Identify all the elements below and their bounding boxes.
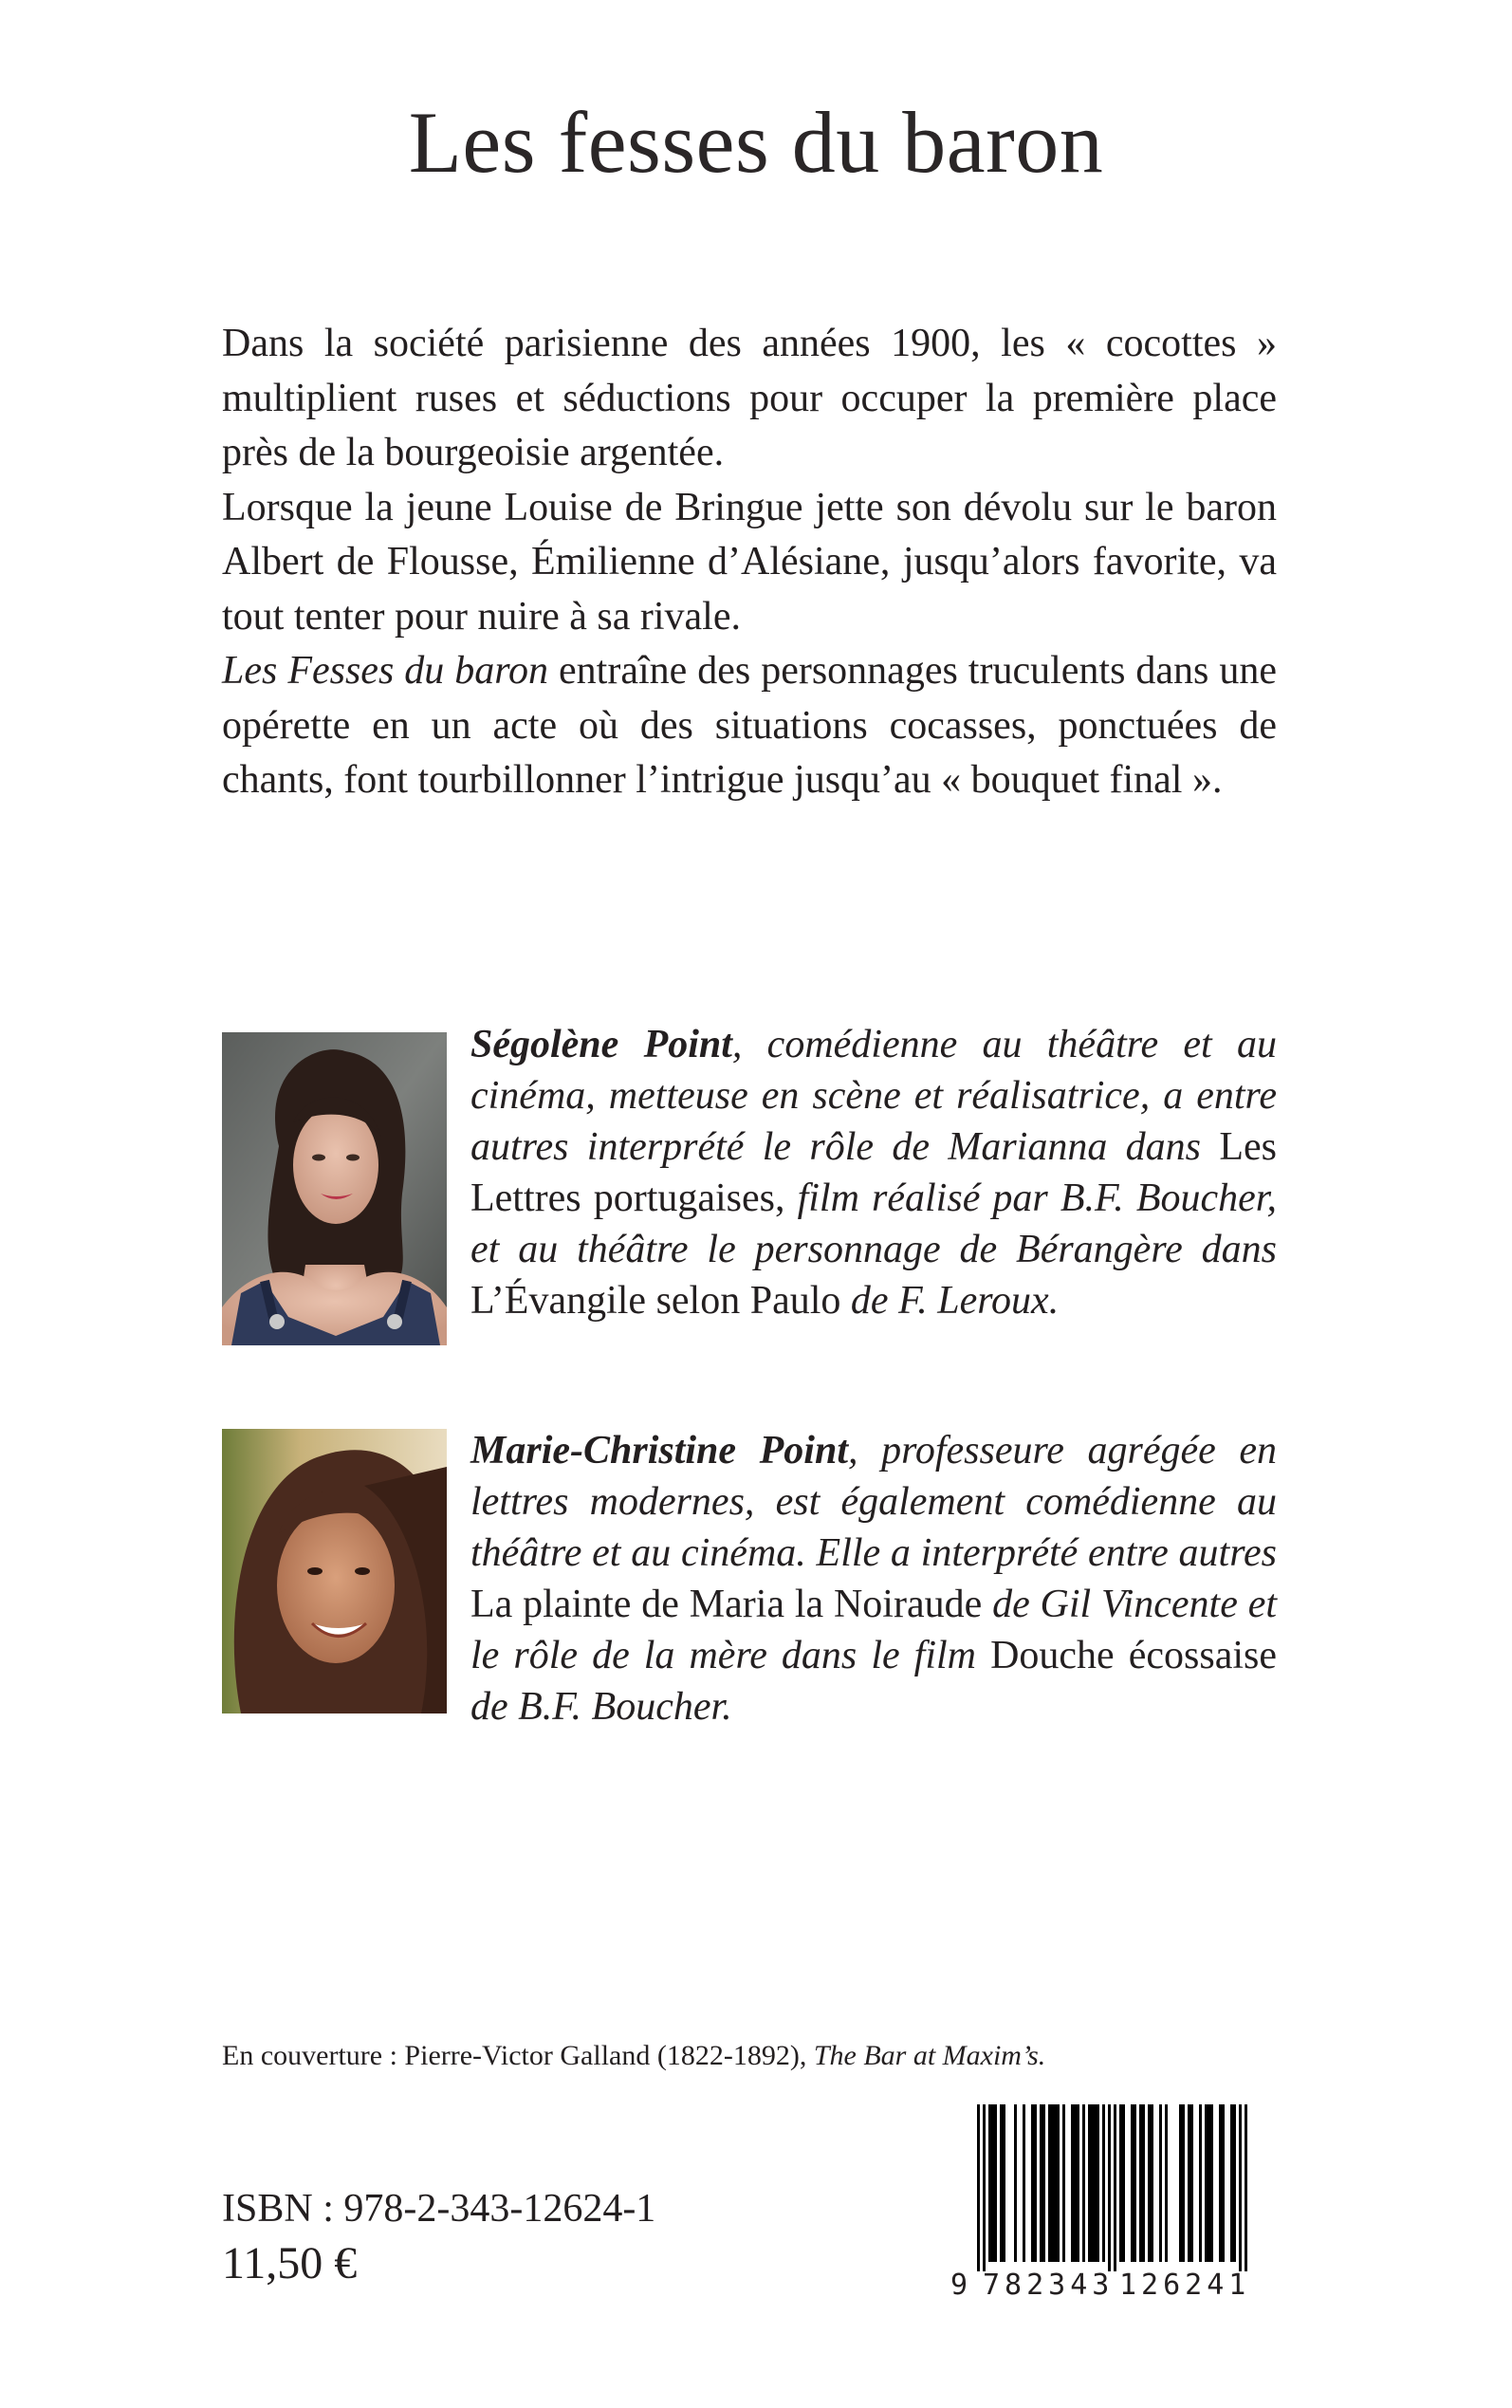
barcode-bar bbox=[1142, 2104, 1145, 2262]
barcode-bar bbox=[1208, 2104, 1210, 2262]
barcode-bar bbox=[1071, 2104, 1074, 2262]
bio-work-title: La plainte de Maria la Noiraude bbox=[470, 1583, 983, 1626]
barcode-bar bbox=[994, 2104, 997, 2262]
barcode-bar bbox=[1108, 2104, 1111, 2271]
bio-text: de F. Leroux. bbox=[840, 1279, 1060, 1323]
barcode-bar bbox=[1088, 2104, 1091, 2262]
barcode-bar bbox=[1091, 2104, 1094, 2262]
barcode bbox=[943, 2104, 1277, 2300]
barcode-bar bbox=[1114, 2104, 1116, 2271]
barcode-digit-first: 9 bbox=[950, 2269, 968, 2300]
barcode-bar bbox=[1199, 2104, 1202, 2262]
bio-text: de Gil Vincente et le rôle de la mère dans le film bbox=[470, 1583, 1277, 1677]
barcode-bar bbox=[1233, 2104, 1236, 2262]
cover-credit-text: En couverture : Pierre-Victor Galland (1822-1892), bbox=[222, 2040, 814, 2071]
barcode-bar bbox=[1179, 2104, 1182, 2262]
barcode-bar bbox=[991, 2104, 994, 2262]
barcode-bar bbox=[1057, 2104, 1060, 2262]
blurb bbox=[222, 317, 1277, 808]
barcode-bar bbox=[1102, 2104, 1105, 2262]
barcode-bar bbox=[983, 2104, 986, 2271]
barcode-bar bbox=[1040, 2104, 1042, 2262]
bio-text: film réalisé par B.F. Boucher, et au théâtre le personnage de Bérangère dans bbox=[470, 1176, 1277, 1271]
barcode-bar bbox=[1031, 2104, 1034, 2262]
barcode-bar bbox=[1122, 2104, 1125, 2262]
barcode-bar bbox=[1048, 2104, 1051, 2262]
cover-credit-work: The Bar at Maxim’s. bbox=[813, 2040, 1046, 2071]
bio-work-title: Douche écossaise bbox=[990, 1634, 1277, 1677]
bio-text: , professeure agrégée en lettres modernes, est également comédienne au théâtre et au cinéma. Elle a interprété entre autres bbox=[470, 1429, 1277, 1575]
barcode-bar bbox=[1054, 2104, 1057, 2262]
bio-text: , comédienne au théâtre et au cinéma, metteuse en scène et réalisatrice, a entre autres interprété le rôle de Marianna dans bbox=[470, 1023, 1277, 1169]
barcode-bar bbox=[1230, 2104, 1233, 2262]
barcode-bar bbox=[1148, 2104, 1151, 2262]
barcode-bar bbox=[1205, 2104, 1208, 2262]
portrait-marie-christine-image bbox=[222, 1429, 447, 1713]
barcode-bar bbox=[1159, 2104, 1162, 2262]
blurb-paragraph-2: Lorsque la jeune Louise de Bringue jette son dévolu sur le baron Albert de Flousse, Émilienne d’Alésiane, jusqu’alors favorite, va tout tenter pour nuire à sa rivale. bbox=[222, 485, 1277, 639]
blurb-paragraph-3-text: entraîne des personnages truculents dans une opérette en un acte où des situations cocasses, ponctuées de chants, font tourbillonner l’intrigue jusqu’au « bouquet final ». bbox=[222, 649, 1277, 802]
bio-work-title: L’Évangile selon Paulo bbox=[470, 1279, 841, 1323]
barcode-bar bbox=[1062, 2104, 1065, 2262]
barcode-bar bbox=[1222, 2104, 1225, 2262]
bio-text: de B.F. Boucher. bbox=[470, 1685, 732, 1729]
blurb-book-title: Les Fesses du baron bbox=[222, 649, 549, 693]
barcode-bar bbox=[1119, 2104, 1122, 2262]
barcode-bar bbox=[1134, 2104, 1136, 2262]
author-photo-marie-christine bbox=[222, 1429, 447, 1713]
author-bio-marie-christine bbox=[470, 1425, 1277, 1732]
book-title: Les fesses du baron bbox=[408, 94, 1104, 191]
barcode-bar bbox=[1042, 2104, 1045, 2262]
barcode-bar bbox=[1245, 2104, 1247, 2271]
barcode-bar bbox=[1051, 2104, 1054, 2262]
barcode-bar bbox=[1151, 2104, 1153, 2262]
barcode-bar bbox=[1182, 2104, 1185, 2262]
barcode-bar bbox=[1094, 2104, 1097, 2262]
cover-credit bbox=[222, 2040, 1045, 2072]
portrait-segolene-image bbox=[222, 1032, 447, 1345]
barcode-digits-left: 782343 bbox=[983, 2269, 1115, 2300]
barcode-bar bbox=[1165, 2104, 1168, 2262]
barcode-bar bbox=[1190, 2104, 1193, 2262]
barcode-bar bbox=[1003, 2104, 1005, 2262]
barcode-bar bbox=[1082, 2104, 1085, 2262]
barcode-bar bbox=[977, 2104, 980, 2271]
barcode-bar bbox=[1210, 2104, 1213, 2262]
barcode-bar bbox=[1074, 2104, 1077, 2262]
barcode-bar bbox=[1188, 2104, 1190, 2262]
author-photo-segolene bbox=[222, 1032, 447, 1345]
barcode-bar bbox=[1000, 2104, 1003, 2262]
blurb-paragraph-3 bbox=[222, 644, 1277, 808]
barcode-bar bbox=[1219, 2104, 1222, 2262]
barcode-bar bbox=[1014, 2104, 1017, 2262]
barcode-bar bbox=[1239, 2104, 1242, 2271]
barcode-bar bbox=[1023, 2104, 1025, 2262]
bio-work-title: Les Lettres portugaises, bbox=[470, 1125, 1277, 1220]
blurb-paragraph-1: Dans la société parisienne des années 1900, les « cocottes » multiplient ruses et séductions pour occuper la première place près de la bourgeoisie argentée. bbox=[222, 322, 1277, 474]
isbn: ISBN : 978-2-343-12624-1 bbox=[222, 2187, 656, 2231]
author-name: Ségolène Point bbox=[470, 1023, 732, 1066]
barcode-digits-right: 126241 bbox=[1119, 2269, 1251, 2300]
barcode-bar bbox=[1131, 2104, 1134, 2262]
barcode-bar bbox=[1034, 2104, 1037, 2262]
price: 11,50 € bbox=[222, 2238, 358, 2288]
barcode-bar bbox=[1139, 2104, 1142, 2262]
barcode-bar bbox=[1077, 2104, 1079, 2262]
barcode-bar bbox=[988, 2104, 991, 2262]
author-bio-segolene bbox=[470, 1019, 1277, 1326]
author-name: Marie-Christine Point bbox=[470, 1429, 848, 1473]
barcode-bar bbox=[1097, 2104, 1099, 2262]
